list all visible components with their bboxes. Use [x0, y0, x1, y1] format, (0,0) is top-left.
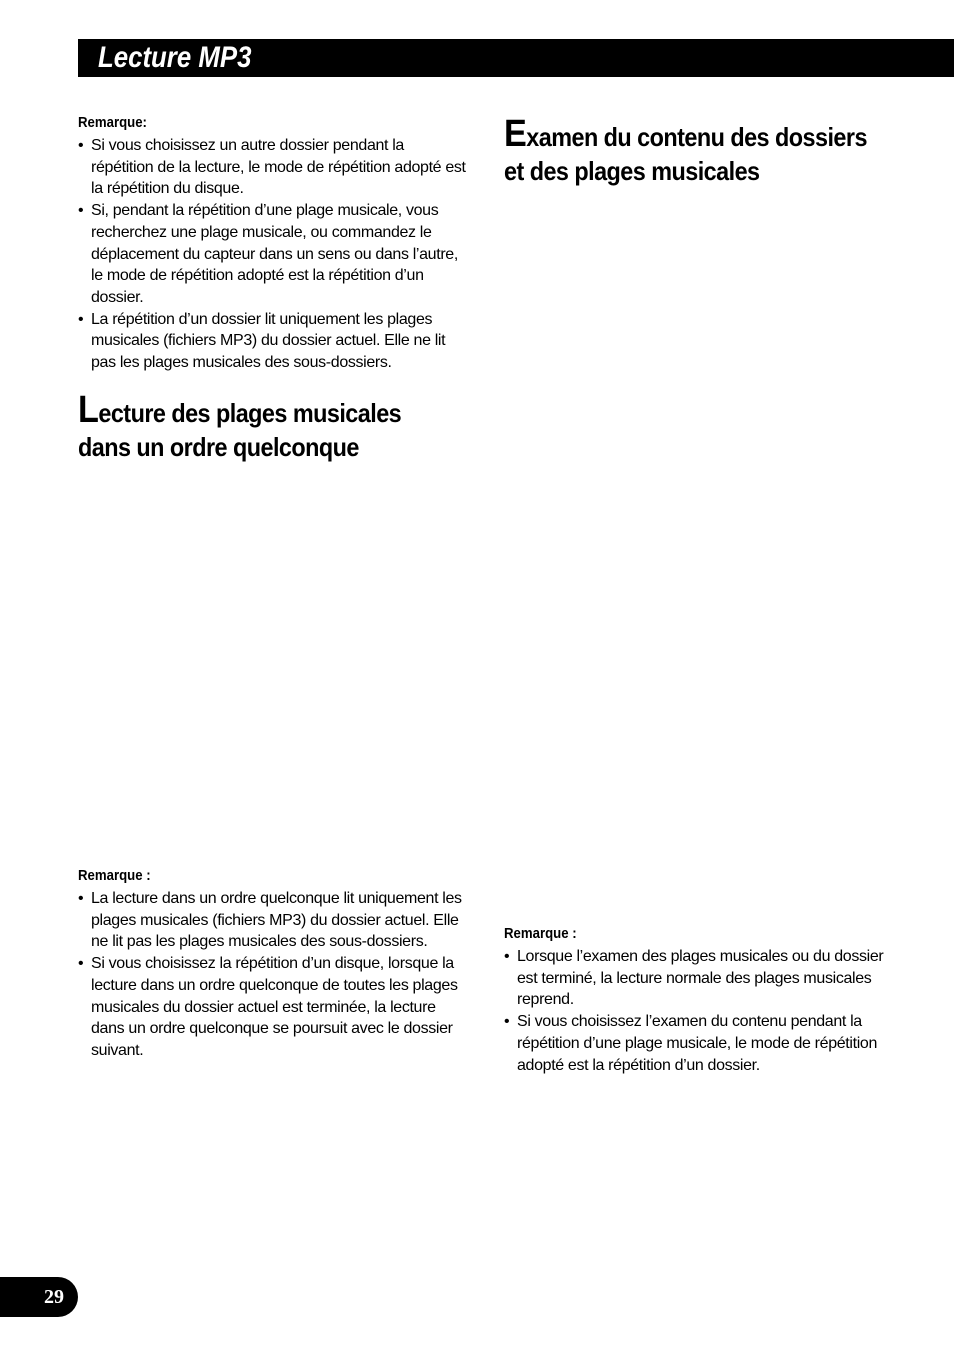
bullet-list [78, 888, 468, 1062]
page-header-title: Lecture MP3 [98, 41, 252, 74]
left-note-1 [78, 113, 468, 374]
heading-initial: L [78, 389, 99, 431]
heading-initial: E [504, 113, 527, 155]
page-number-badge [0, 1277, 78, 1317]
bullet-marker: • [78, 137, 84, 154]
list-item-text: Si vous choisissez l’examen du contenu pendant la répétition d’une plage musicale, le mode de répétition adopté est la répétition d’un dossier. [517, 1013, 878, 1074]
list-item [78, 200, 468, 309]
section-heading-random-play [78, 389, 402, 464]
bullet-marker: • [78, 202, 84, 220]
heading-line-2: et des plages musicales [504, 156, 760, 186]
header-bar [78, 39, 954, 77]
heading-line-2: dans un ordre quelconque [78, 432, 359, 462]
bullet-marker: • [504, 1013, 510, 1031]
heading-line-1: ecture des plages musicales [98, 398, 402, 428]
note-label: Remarque : [78, 867, 151, 884]
list-item-text: La répétition d’un dossier lit uniquement les plages musicales (fichiers MP3) du dossier actuel. Elle ne lit pas les plages musicales des sous-dossiers. [91, 310, 446, 372]
list-item [78, 953, 468, 1062]
list-item [504, 1011, 894, 1076]
bullet-list [78, 135, 468, 374]
bullet-list [504, 946, 894, 1076]
bullet-marker: • [78, 890, 84, 907]
bullet-marker: • [78, 955, 84, 973]
bullet-marker: • [504, 948, 510, 965]
note-label: Remarque : [504, 925, 577, 942]
left-note-2 [78, 866, 468, 1062]
note-label: Remarque: [78, 114, 147, 131]
page-number: 29 [44, 1286, 64, 1308]
list-item-text: Si vous choisissez un autre dossier pendant la répétition de la lecture, le mode de répétition adopté est la répétition du disque. [91, 137, 466, 198]
list-item-text: La lecture dans un ordre quelconque lit uniquement les plages musicales (fichiers MP3) du dossier actuel. Elle ne lit pas les plages musicales des sous-dossiers. [91, 890, 462, 951]
list-item-text: Lorsque l’examen des plages musicales ou du dossier est terminé, la lecture normale des plages musicales reprend. [517, 948, 884, 1009]
heading-line-1: xamen du contenu des dossiers [526, 122, 867, 152]
bullet-marker: • [78, 310, 84, 328]
section-heading-scan [504, 113, 867, 188]
list-item [504, 946, 894, 1011]
list-item [78, 888, 468, 953]
list-item [78, 135, 468, 200]
list-item-text: Si, pendant la répétition d’une plage musicale, vous recherchez une plage musicale, ou commandez le déplacement du capteur dans un sens ou dans l’autre, le mode de répétition adopté est la répétition d’un dossier. [91, 202, 458, 306]
list-item-text: Si vous choisissez la répétition d’un disque, lorsque la lecture dans un ordre quelconque de toutes les plages musicales du dossier actuel est terminée, la lecture dans un ordre quelconque se poursuit avec le dossier suivant. [91, 955, 458, 1059]
list-item [78, 309, 468, 374]
right-note [504, 924, 894, 1076]
